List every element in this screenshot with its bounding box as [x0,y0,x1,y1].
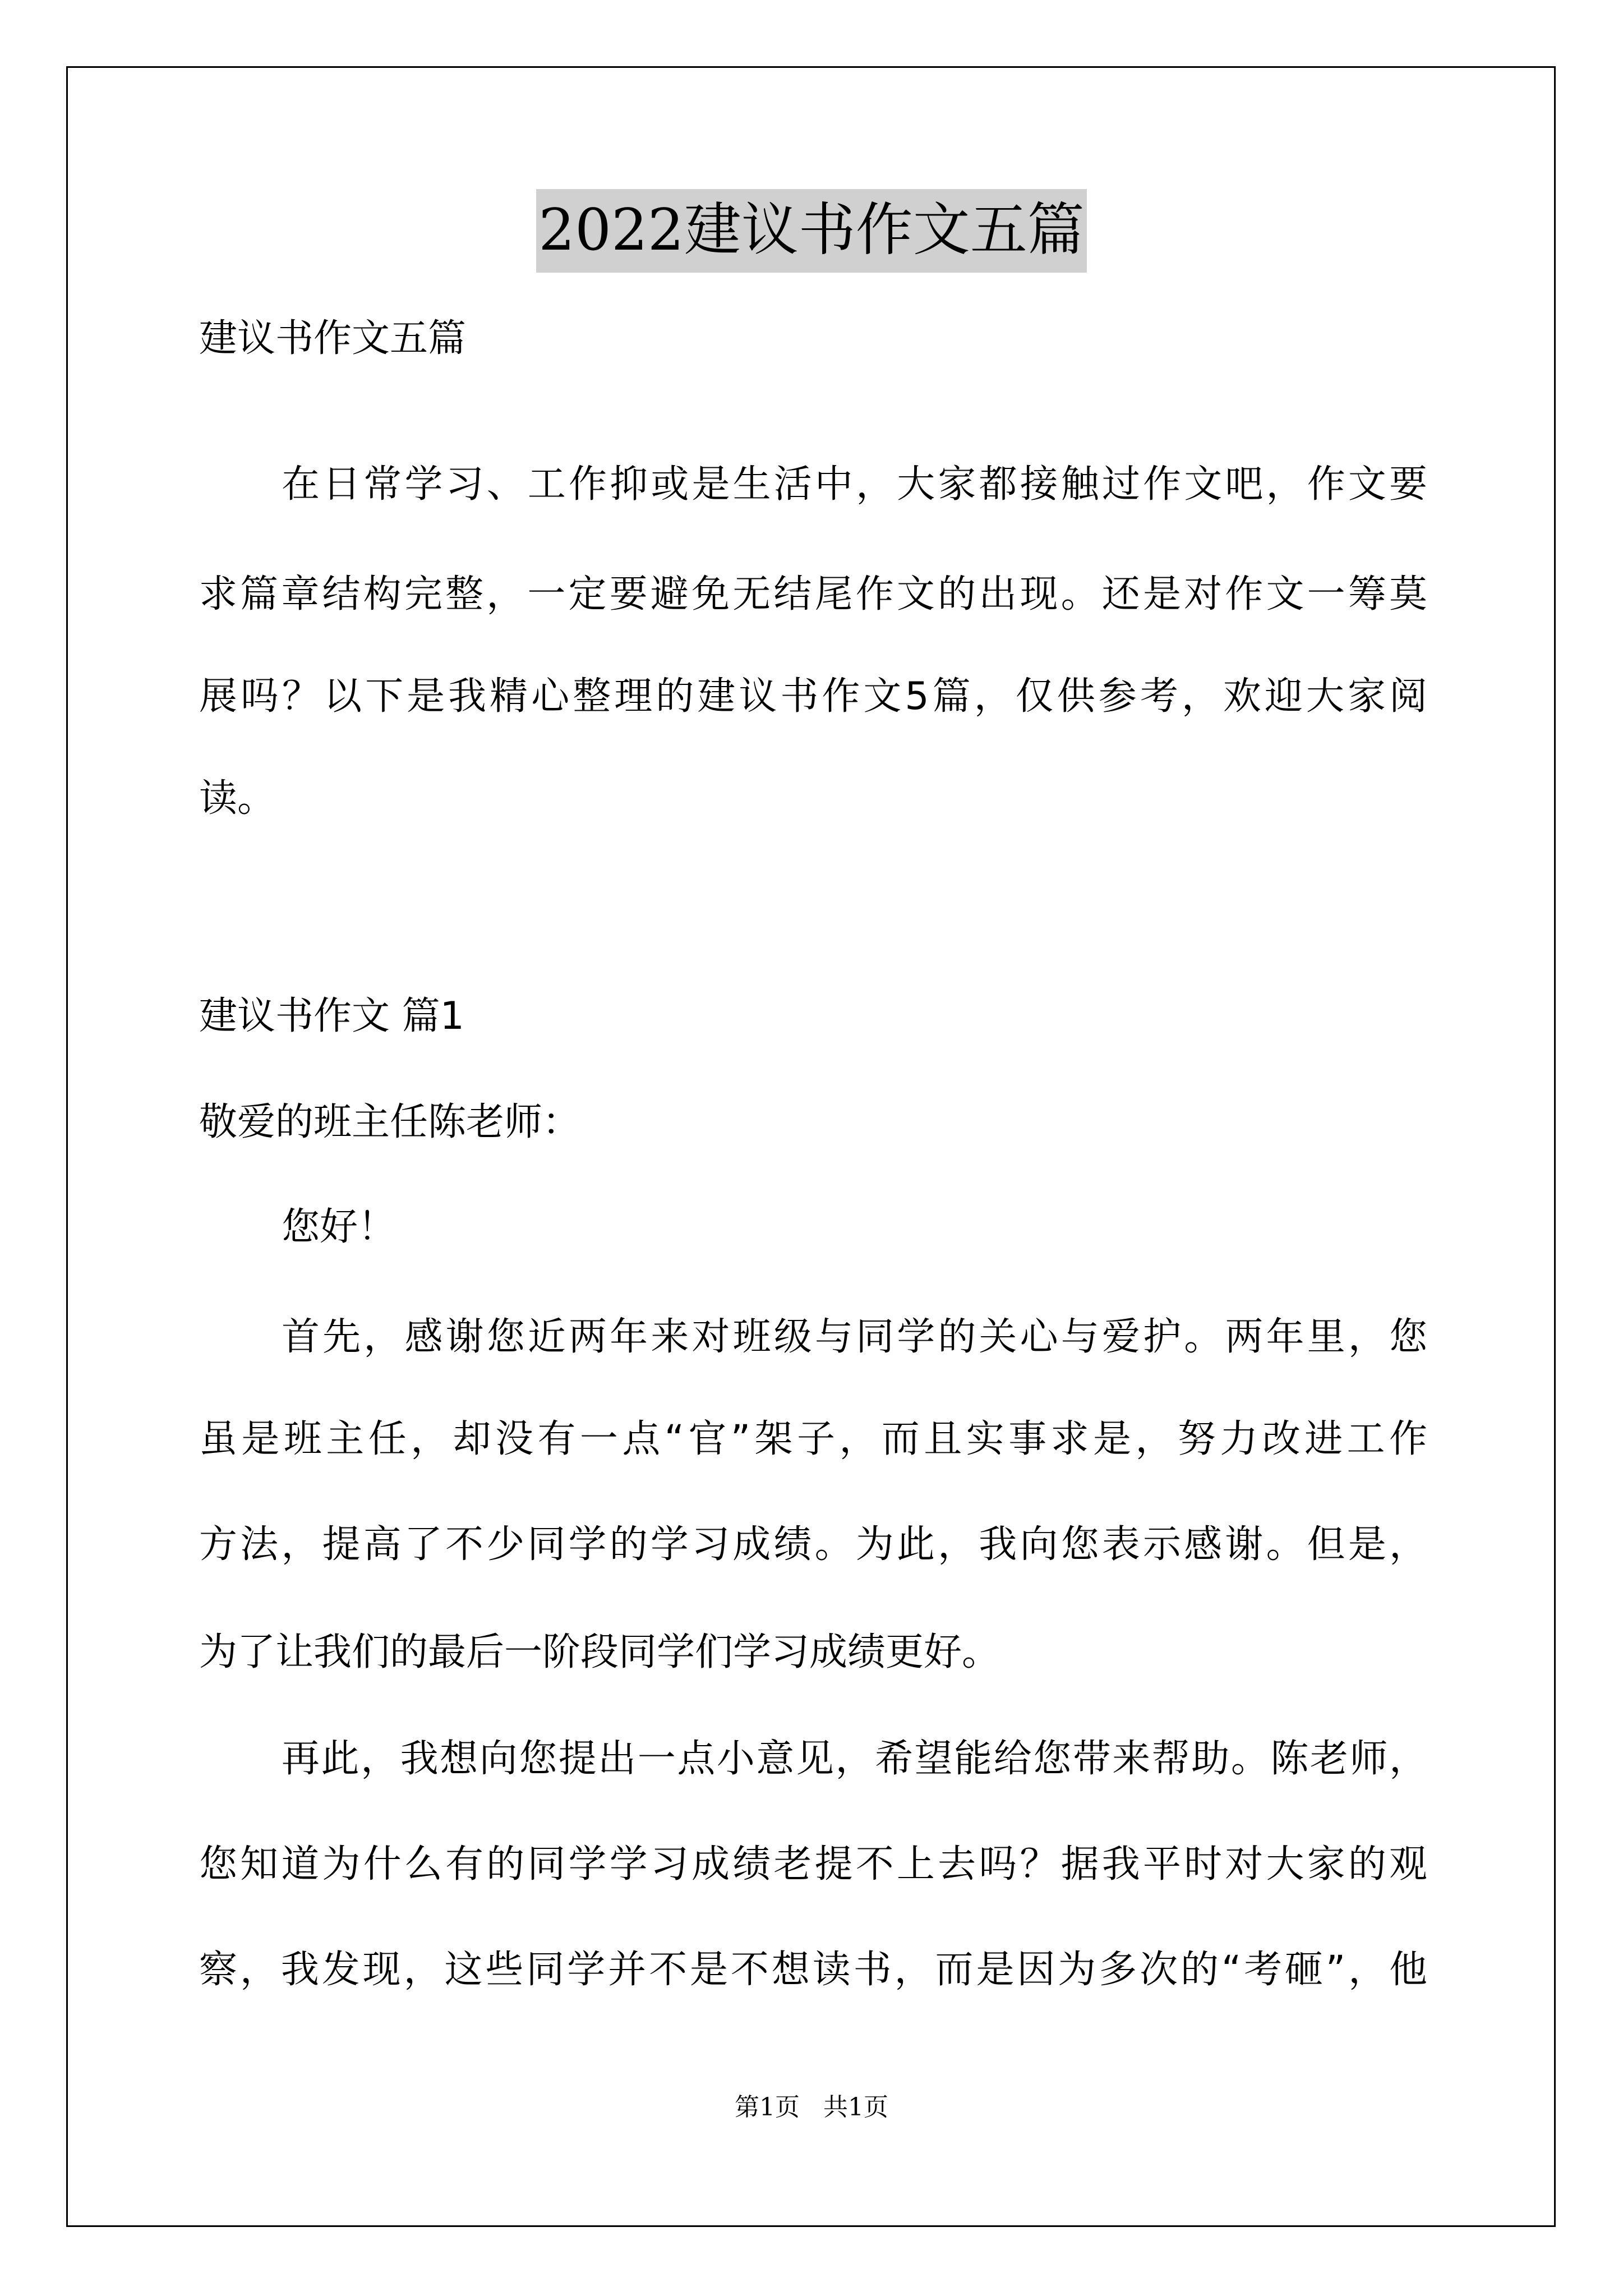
page-footer: 第1页 共1页 [735,2093,888,2122]
document-title [0,197,1623,264]
salutation: 敬爱的班主任陈老师： [199,1100,581,1144]
intro-line-4: 读。 [199,776,276,821]
paragraph1-line-4: 为了让我们的最后一阶段同学们学习成绩更好。 [199,1630,1000,1674]
paragraph1-line-2: 虽是班主任，却没有一点“官”架子，而且实事求是，努力改进工作 [199,1417,1427,1461]
intro-line-2: 求篇章结构完整，一定要避免无结尾作文的出现。还是对作文一筹莫 [199,572,1427,616]
paragraph2-line-2: 您知道为什么有的同学学习成绩老提不上去吗？据我平时对大家的观 [199,1842,1427,1887]
paragraph2-line-3: 察，我发现，这些同学并不是不想读书，而是因为多次的“考砸”，他 [199,1948,1427,1992]
greeting: 您好！ [282,1205,396,1249]
intro-line-3: 展吗？以下是我精心整理的建议书作文5篇，仅供参考，欢迎大家阅 [199,674,1427,719]
paragraph1-line-3: 方法，提高了不少同学的学习成绩。为此，我向您表示感谢。但是， [199,1522,1427,1567]
paragraph1-line-1: 首先，感谢您近两年来对班级与同学的关心与爱护。两年里，您 [282,1315,1427,1359]
document-title-text: 2022建议书作文五篇 [536,189,1087,273]
section-heading: 建议书作文 篇1 [199,994,464,1038]
page-border [66,66,1556,2227]
subtitle: 建议书作文五篇 [199,316,467,361]
intro-line-1: 在日常学习、工作抑或是生活中，大家都接触过作文吧，作文要 [282,462,1427,507]
paragraph2-line-1: 再此，我想向您提出一点小意见，希望能给您带来帮助。陈老师， [282,1737,1427,1781]
